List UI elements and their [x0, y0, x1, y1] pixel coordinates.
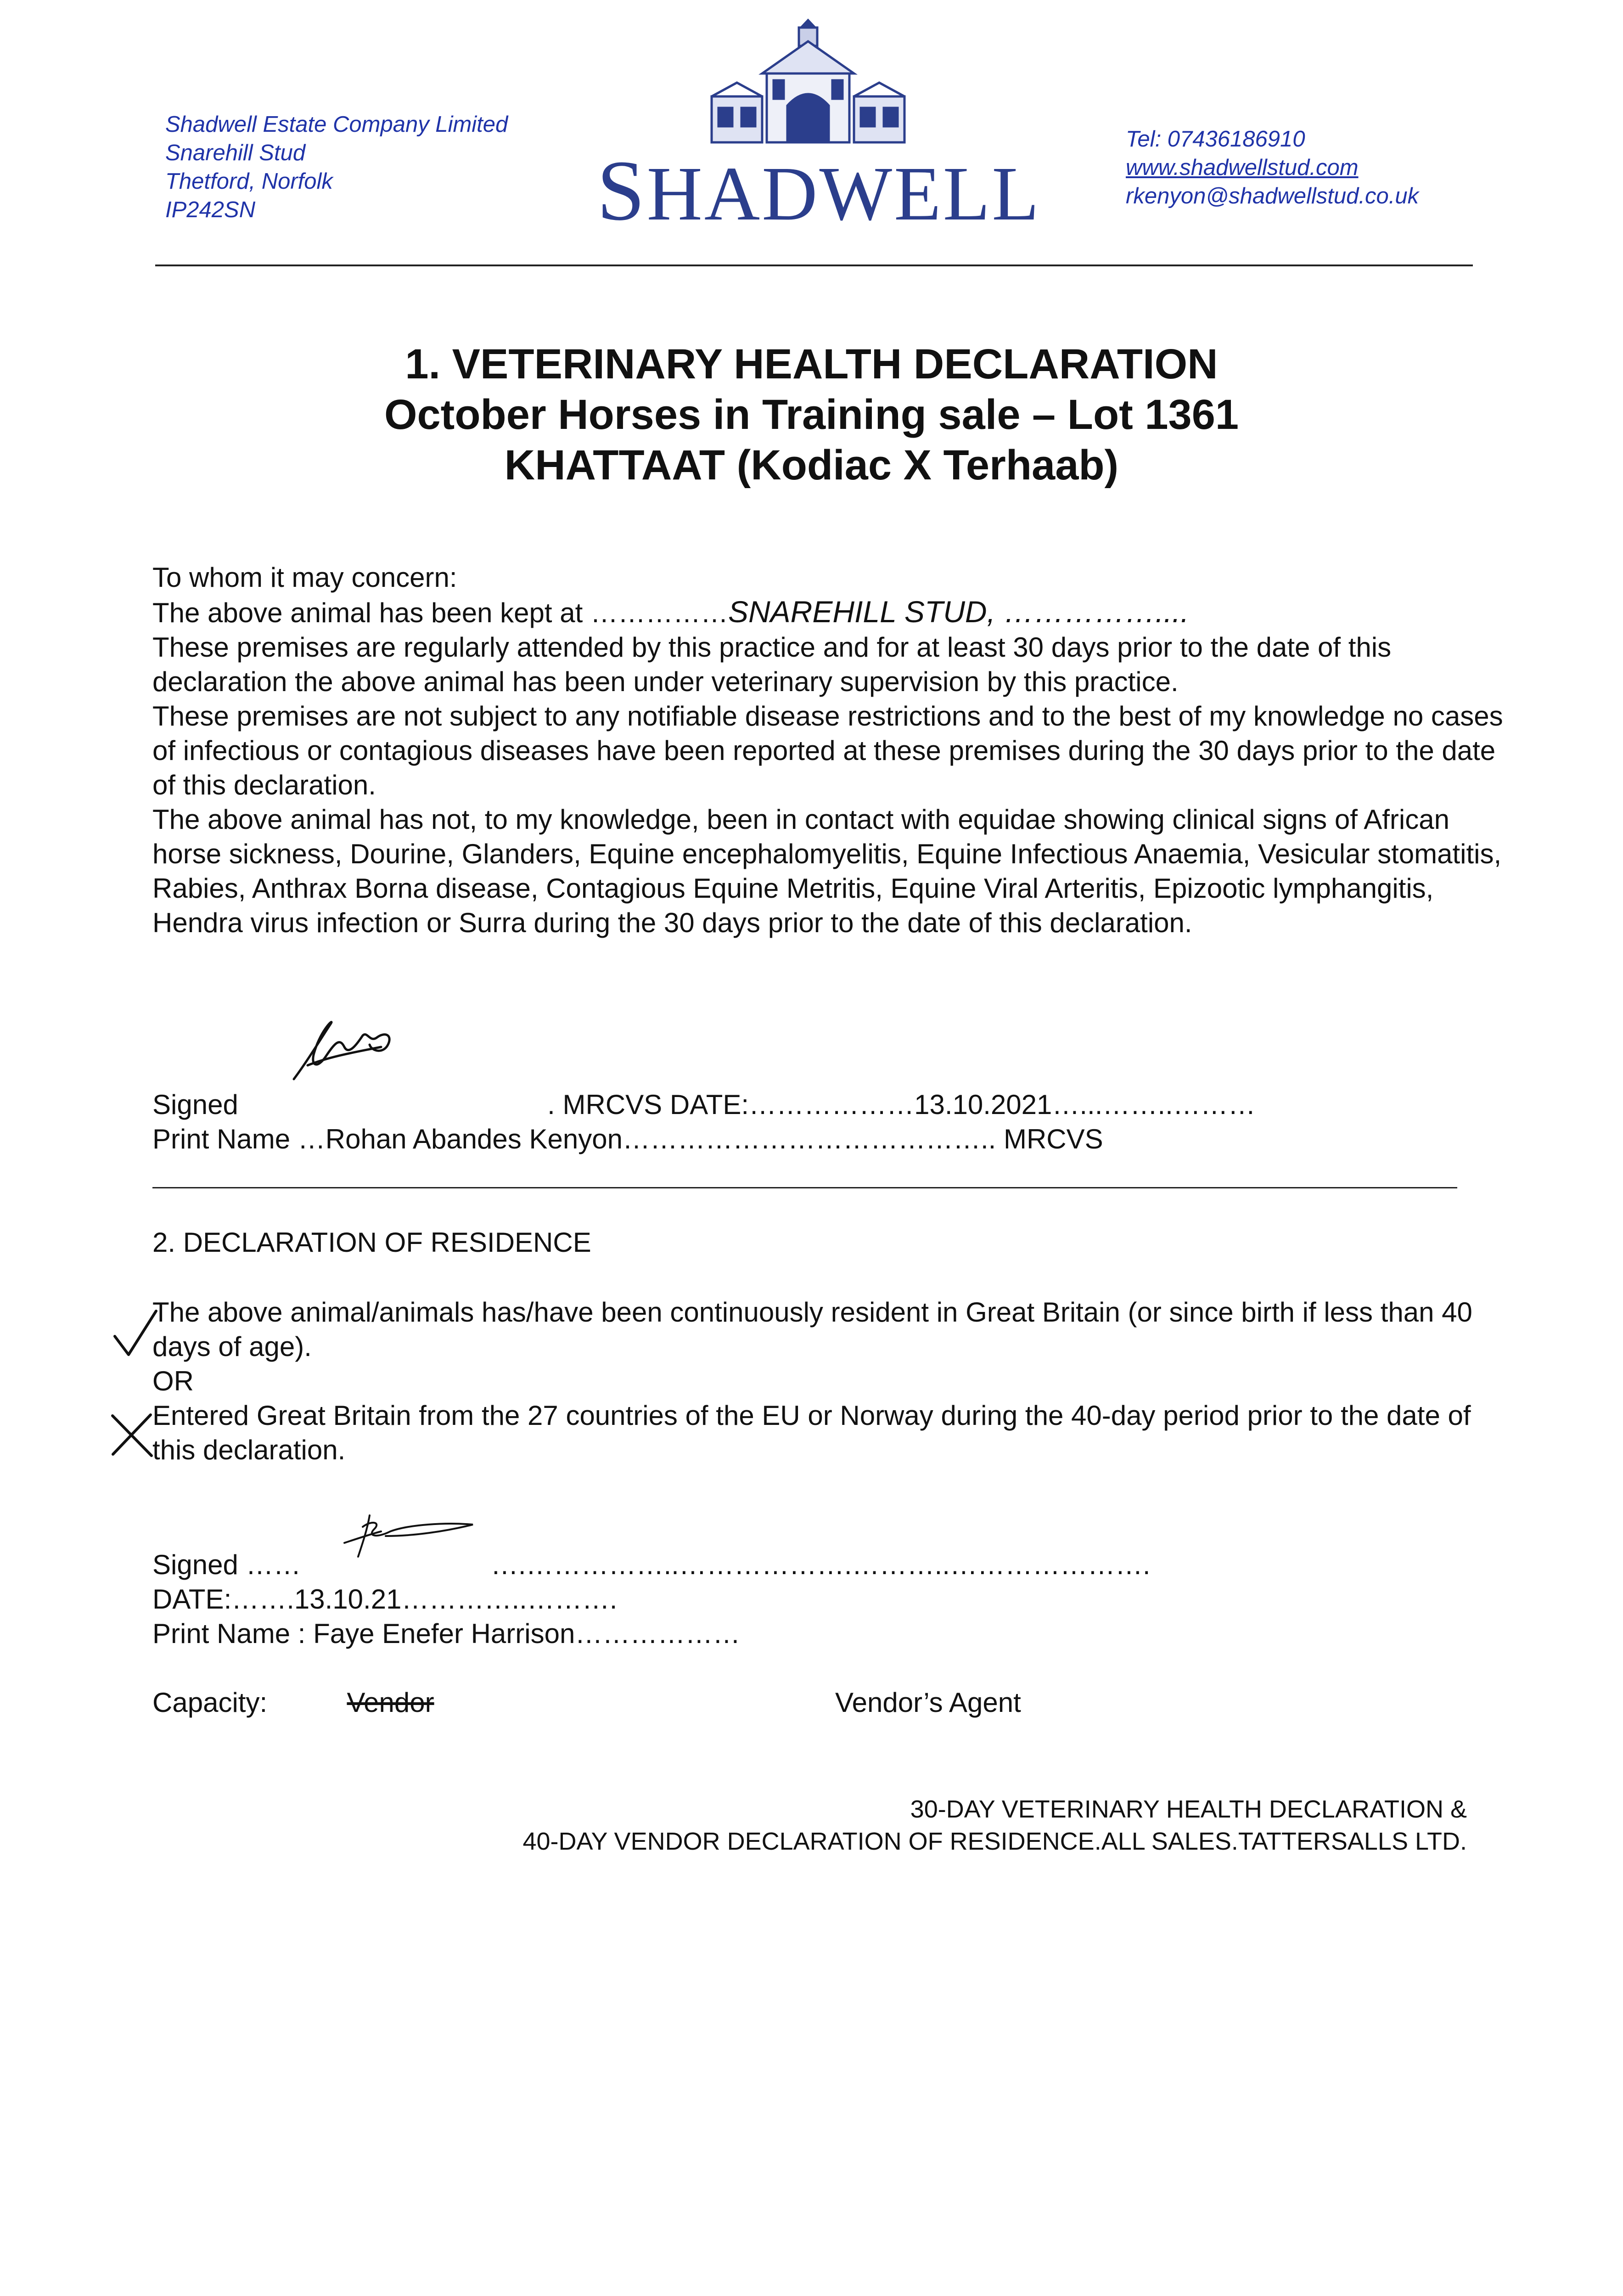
- premises-prefix: The above animal has been kept at ……………: [152, 597, 728, 628]
- website-link[interactable]: www.shadwellstud.com: [1126, 155, 1359, 180]
- vendor-signed-dots: ….……………..……………….………..………………….: [490, 1549, 1151, 1580]
- vendor-signed-row: [152, 1548, 1151, 1582]
- greeting: To whom it may concern:: [152, 562, 457, 593]
- company-address: [165, 110, 508, 224]
- vendor-date: DATE:…….13.10.21…………..……….: [152, 1584, 618, 1615]
- premises-line: [152, 595, 1507, 630]
- or-label: OR: [152, 1366, 194, 1396]
- checkmark-icon: [112, 1309, 158, 1359]
- document-title: [138, 339, 1485, 490]
- paragraph-no-restrictions: These premises are not subject to any notifiable disease restrictions and to the best of my knowledge no cases of infectious or contagious diseases have been reported at these premises during the 30 days prior to the date of this declaration.: [152, 701, 1503, 800]
- capacity-vendor-struck: Vendor: [347, 1687, 434, 1718]
- title-line-3: KHATTAAT (Kodiac X Terhaab): [504, 442, 1119, 489]
- residence-heading: 2. DECLARATION OF RESIDENCE: [152, 1227, 591, 1258]
- section-divider: [152, 1187, 1457, 1188]
- address-line-3: Thetford, Norfolk: [165, 169, 333, 194]
- vet-signature-icon: [289, 1010, 399, 1088]
- cross-mark-icon: [110, 1412, 154, 1458]
- veterinary-declaration-text: [152, 560, 1507, 940]
- capacity-vendor-agent: Vendor’s Agent: [835, 1687, 1021, 1718]
- address-line-1: Shadwell Estate Company Limited: [165, 112, 508, 137]
- contact-info: [1126, 125, 1419, 210]
- header-divider: [155, 264, 1473, 266]
- phone-number: Tel: 07436186910: [1126, 127, 1305, 152]
- gatehouse-logo-icon: [707, 18, 909, 147]
- vendor-signed-label: Signed ……: [152, 1549, 301, 1580]
- mrcvs-date: . MRCVS DATE:………………13.10.2021…...……..………: [547, 1089, 1256, 1120]
- address-line-2: Snarehill Stud: [165, 141, 306, 165]
- footer-line-1: 30-DAY VETERINARY HEALTH DECLARATION &: [910, 1795, 1467, 1823]
- residence-option-1: The above animal/animals has/have been continuously resident in Great Britain (or since birth if less than 40 days of age).: [152, 1297, 1472, 1362]
- email-address[interactable]: rkenyon@shadwellstud.co.uk: [1126, 184, 1419, 208]
- signed-label: Signed: [152, 1089, 238, 1120]
- paragraph-supervision: These premises are regularly attended by this practice and for at least 30 days prior to the date of this declaration the above animal has been under veterinary supervision by this practice.: [152, 632, 1392, 697]
- footer-line-2: 40-DAY VENDOR DECLARATION OF RESIDENCE.ALL SALES.TATTERSALLS LTD.: [522, 1828, 1467, 1855]
- capacity-label: Capacity:: [152, 1687, 268, 1718]
- vet-print-name: Print Name …Rohan Abandes Kenyon………………………………….. MRCVS: [152, 1124, 1103, 1154]
- capacity-row: [152, 1685, 1021, 1720]
- paragraph-no-contact: The above animal has not, to my knowledge, been in contact with equidae showing clinical signs of African horse sickness, Dourine, Glanders, Equine encephalomyelitis, Equine Infectious Anaemia, Vesicular stomatitis, Rabies, Anthrax Borna disease, Contagious Equine Metritis, Equine Viral Arteritis, Epizootic lymphangitis, Hendra virus infection or Surra during the 30 days prior to the date of this declaration.: [152, 804, 1502, 938]
- residence-option-2: Entered Great Britain from the 27 countries of the EU or Norway during the 40-day period prior to the date of this declaration.: [152, 1400, 1471, 1465]
- title-line-2: October Horses in Training sale – Lot 1361: [384, 391, 1239, 438]
- title-line-1: 1. VETERINARY HEALTH DECLARATION: [405, 341, 1218, 388]
- vet-signed-row: [152, 1087, 1256, 1122]
- brand-wordmark: SHADWELL: [597, 142, 1041, 238]
- address-line-4: IP242SN: [165, 197, 256, 222]
- premises-name: SNAREHILL STUD, ……………....: [728, 595, 1189, 629]
- vendor-print-name: Print Name : Faye Enefer Harrison………………: [152, 1618, 741, 1649]
